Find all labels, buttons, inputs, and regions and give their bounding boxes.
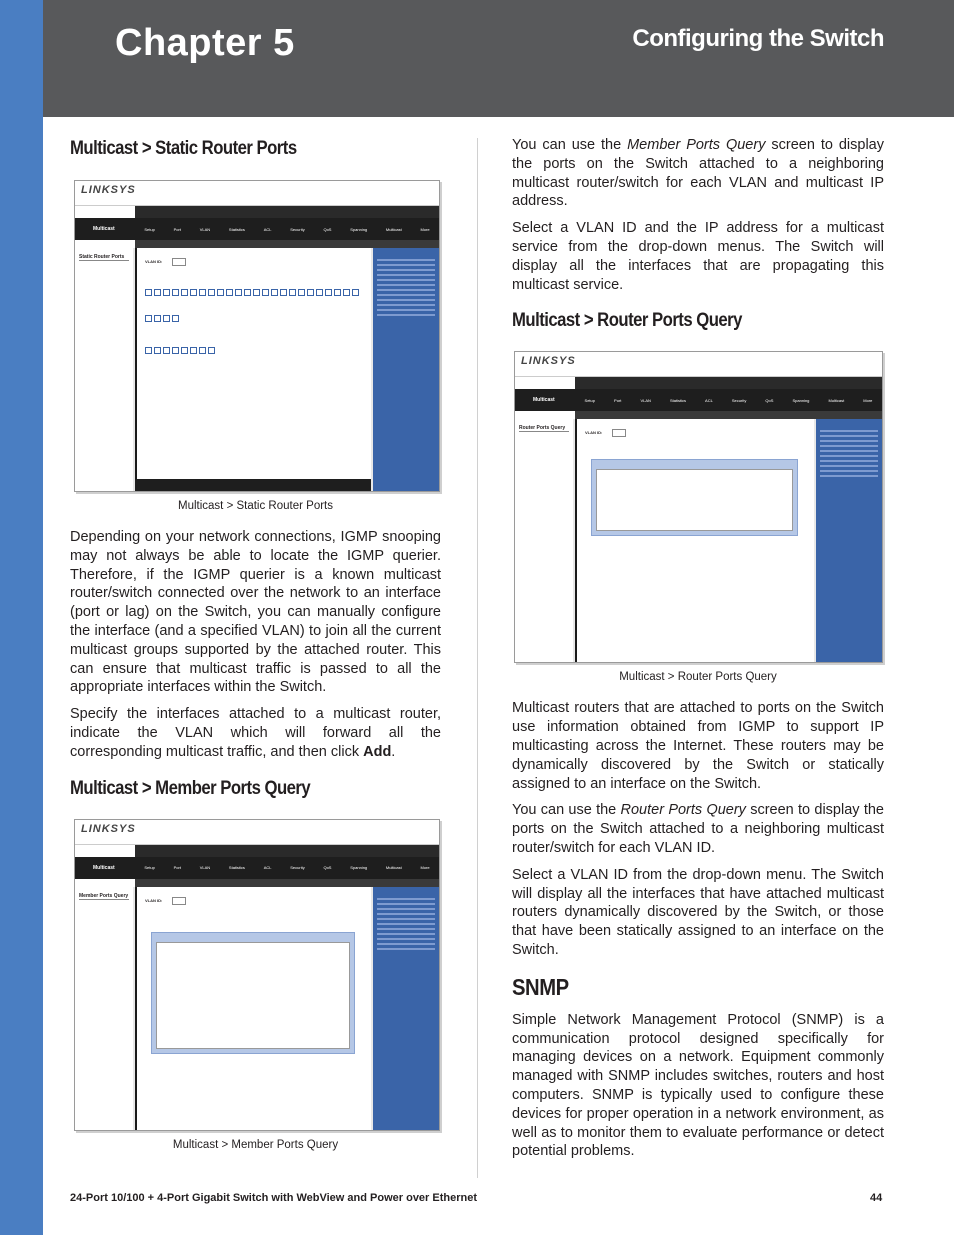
column-divider [477,138,478,1178]
linksys-logo: LINKSYS [81,184,136,196]
screenshot-router-ports-query: LINKSYS Multicast Setup Port VLAN Statistics ACL Security QoS Spanning Multicast More Router Ports Query VLAN ID: [514,351,883,663]
chapter-title: Chapter 5 [115,22,295,64]
paragraph: Depending on your network connections, IGMP snooping may not always be able to locate the IGMP querier. Therefore, if the IGMP querier is a known multicast router/switch connected over the network to an interface (port or lag) on the Switch, you can manually configure the interface (and a specified VLAN) to join all the current multicast groups supported by the attached router. This can ensure that multicast traffic is passed to all the appropriate interfaces within the Switch. [70,529,441,696]
heading-snmp: SNMP [512,973,569,1000]
caption-static-router-ports: Multicast > Static Router Ports [178,500,333,512]
linksys-logo: LINKSYS [521,355,576,368]
left-column [70,138,441,1151]
section-title: Configuring the Switch [632,25,884,52]
chapter-header [43,0,954,117]
paragraph: Simple Network Management Protocol (SNMP) is a communication protocol designed specifically for managing devices on a network. Equipment commonly managed with SNMP includes switches, routers and host computers. SNMP is typically used to configure these devices for proper operation in a network environment, as well as to monitor them to evaluate performance or detect potential problems. [512,1011,884,1160]
heading-router-ports-query: Multicast > Router Ports Query [512,310,742,332]
linksys-logo: LINKSYS [81,822,136,835]
heading-static-router-ports: Multicast > Static Router Ports [70,138,297,159]
left-color-bar [0,0,43,1235]
paragraph: Select a VLAN ID from the drop-down menu. The Switch will display all the interfaces that have attached multicast routers dynamically discovered by the Switch, or those that have been statically assigned to an interface on the Switch. [512,866,884,958]
caption-router-ports-query: Multicast > Router Ports Query [619,671,777,684]
paragraph: Select a VLAN ID and the IP address for a multicast service from the drop-down menus. The Switch will display all the interfaces that are propagating this multicast service. [512,220,884,293]
paragraph: You can use the Router Ports Query screen to display the ports on the Switch attached to a neighboring multicast router/switch for each VLAN ID. [512,802,884,856]
right-column [512,136,884,1169]
screenshot-member-ports-query: LINKSYS Multicast Setup Port VLAN Statistics ACL Security QoS Spanning Multicast More Member Ports Query VLAN ID: [74,819,440,1131]
paragraph: You can use the Member Ports Query screen to display the ports on the Switch attached to a neighboring multicast router/switch for each VLAN and multicast IP address. [512,137,884,210]
paragraph: Specify the interfaces attached to a multicast router, indicate the VLAN which will forward all the corresponding multicast traffic, and then click Add. [70,706,441,760]
caption-member-ports-query: Multicast > Member Ports Query [172,1138,339,1151]
heading-member-ports-query: Multicast > Member Ports Query [70,777,311,799]
screenshot-static-router-ports: LINKSYS Multicast Setup Port VLAN Statistics ACL Security QoS Spanning Multicast More Static Router Ports VLAN ID: [74,180,440,492]
page-number: 44 [870,1192,883,1204]
paragraph: Multicast routers that are attached to ports on the Switch use information obtained from IGMP to support IP multicasting across the Internet. These routers may be dynamically discovered by the Switch or statically assigned to an interface on the Switch. [512,700,884,792]
footer-product-title: 24-Port 10/100 + 4-Port Gigabit Switch with WebView and Power over Ethernet [70,1192,478,1204]
